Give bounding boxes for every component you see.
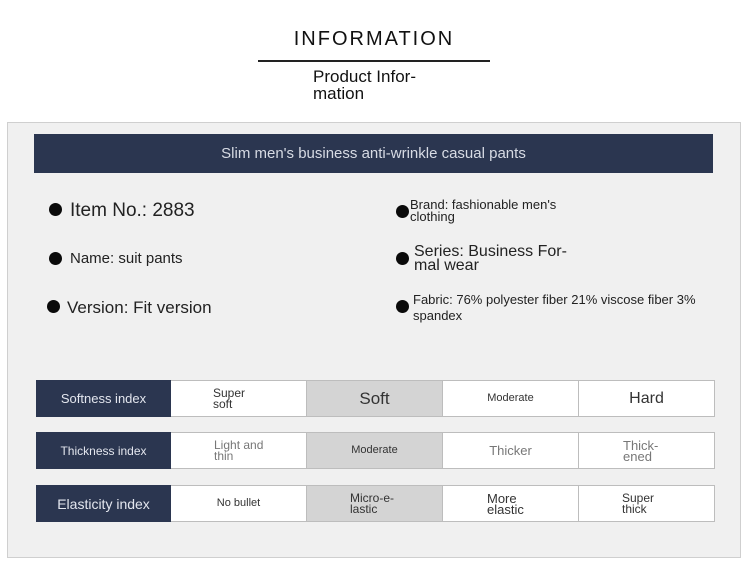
info-series xyxy=(396,243,589,274)
thickness-option-thicker-text: Thicker xyxy=(489,443,532,458)
info-item-number xyxy=(49,200,195,221)
bullet-icon xyxy=(396,252,409,265)
bullet-icon xyxy=(49,203,62,216)
info-item-number-text: Item No.: 2883 xyxy=(70,200,195,221)
thickness-option-light-and-thin xyxy=(171,432,307,469)
elasticity-option-micro-elastic-text: Micro-e- lastic xyxy=(350,490,394,516)
bullet-icon xyxy=(49,252,62,265)
softness-option-super-soft-text: Super soft xyxy=(213,385,246,411)
info-version-text: Version: Fit version xyxy=(67,298,212,317)
bullet-icon xyxy=(396,300,409,313)
thickness-option-moderate xyxy=(307,432,443,469)
elasticity-option-no-bullet-text: No bullet xyxy=(216,497,261,509)
info-name-text: Name: suit pants xyxy=(70,250,183,267)
elasticity-index-row xyxy=(36,485,715,522)
title-divider xyxy=(258,60,490,62)
softness-option-super-soft xyxy=(171,380,307,417)
softness-option-soft xyxy=(307,380,443,417)
page-subtitle xyxy=(313,68,433,102)
thickness-option-moderate-text: Moderate xyxy=(351,444,398,456)
elasticity-option-micro-elastic xyxy=(307,485,443,522)
subtitle-text: Product Infor- mation xyxy=(313,67,416,103)
softness-index-label: Softness index xyxy=(36,380,171,417)
info-fabric xyxy=(396,292,713,324)
elasticity-index-label: Elasticity index xyxy=(36,485,171,522)
info-brand xyxy=(396,197,585,224)
elasticity-option-super-thick xyxy=(579,485,715,522)
product-banner: Slim men's business anti-wrinkle casual pants xyxy=(34,134,713,173)
page-title: INFORMATION xyxy=(293,28,455,50)
softness-option-hard xyxy=(579,380,715,417)
softness-index-row xyxy=(36,380,715,417)
thickness-option-light-and-thin-text: Light and thin xyxy=(214,437,264,463)
thickness-option-thickened xyxy=(579,432,715,469)
softness-option-moderate-text: Moderate xyxy=(487,392,534,404)
elasticity-option-super-thick-text: Super thick xyxy=(622,490,655,516)
info-brand-text: Brand: fashionable men's clothing xyxy=(410,197,557,224)
info-version xyxy=(47,300,212,316)
bullet-icon xyxy=(396,205,409,218)
info-fabric-text: Fabric: 76% polyester fiber 21% viscose fiber 3% spandex xyxy=(413,292,696,323)
softness-option-hard-text: Hard xyxy=(629,390,664,407)
elasticity-option-no-bullet xyxy=(171,485,307,522)
info-name xyxy=(49,252,183,266)
thickness-index-label: Thickness index xyxy=(36,432,171,469)
softness-option-soft-text: Soft xyxy=(359,389,390,408)
elasticity-option-more-elastic xyxy=(443,485,579,522)
elasticity-option-more-elastic-text: More elastic xyxy=(487,490,524,517)
bullet-icon xyxy=(47,300,60,313)
info-series-text: Series: Business For- mal wear xyxy=(414,243,567,274)
thickness-index-row xyxy=(36,432,715,469)
thickness-option-thicker xyxy=(443,432,579,469)
softness-option-moderate xyxy=(443,380,579,417)
thickness-option-thickened-text: Thick- ened xyxy=(623,437,659,464)
